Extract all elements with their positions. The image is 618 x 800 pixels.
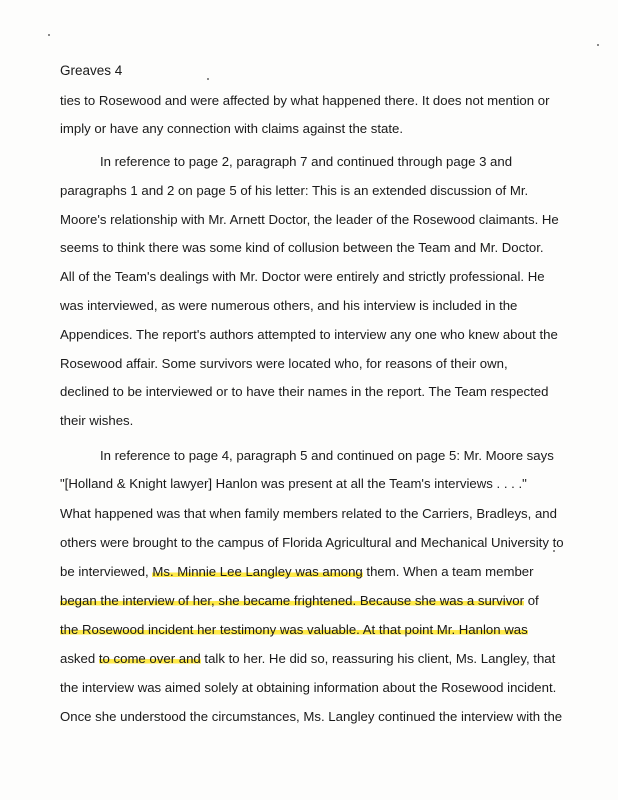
text-segment: talk to her. He did so, reassuring his client, Ms. Langley, that (200, 651, 556, 666)
text-line (60, 651, 555, 667)
highlighted-text: to come over and (98, 651, 201, 666)
text-line: Rosewood affair. Some survivors were located who, for reasons of their own, (60, 356, 508, 371)
text-line: the interview was aimed solely at obtaining information about the Rosewood incident. (60, 680, 557, 695)
text-line: What happened was that when family members related to the Carriers, Bradleys, and (60, 506, 557, 521)
highlighted-text: the Rosewood incident her testimony was valuable. At that point Mr. Hanlon was (60, 622, 528, 637)
scan-speck (207, 78, 209, 80)
text-line: seems to think there was some kind of collusion between the Team and Mr. Doctor. (60, 240, 544, 255)
text-line: Appendices. The report's authors attempted to interview any one who knew about the (60, 327, 558, 342)
page-header: Greaves 4 (60, 63, 123, 78)
text-segment: them. When a team member (362, 564, 534, 579)
text-line (60, 622, 528, 638)
text-line (60, 564, 534, 580)
text-line: ties to Rosewood and were affected by what happened there. It does not mention or (60, 93, 550, 108)
text-line: Moore's relationship with Mr. Arnett Doctor, the leader of the Rosewood claimants. He (60, 212, 559, 227)
text-line (60, 593, 539, 609)
text-line: was interviewed, as were numerous others, and his interview is included in the (60, 298, 518, 313)
text-segment: of (524, 593, 539, 608)
text-segment: be interviewed, (60, 564, 153, 579)
text-line: declined to be interviewed or to have their names in the report. The Team respected (60, 384, 549, 399)
scan-speck (597, 44, 599, 46)
highlighted-text: began the interview of her, she became frightened. Because she was a survivor (60, 593, 525, 608)
text-line: Once she understood the circumstances, Ms. Langley continued the interview with the (60, 709, 563, 724)
text-segment: asked (60, 651, 99, 666)
text-line: imply or have any connection with claims against the state. (60, 121, 404, 136)
text-line: others were brought to the campus of Florida Agricultural and Mechanical University to (60, 535, 564, 550)
highlighted-text: Ms. Minnie Lee Langley was among (152, 564, 363, 579)
text-line: All of the Team's dealings with Mr. Doctor were entirely and strictly professional. He (60, 269, 545, 284)
text-line: "[Holland & Knight lawyer] Hanlon was present at all the Team's interviews . . . ." (60, 476, 527, 491)
text-line: paragraphs 1 and 2 on page 5 of his letter: This is an extended discussion of Mr. (60, 183, 529, 198)
text-line: their wishes. (60, 413, 134, 428)
paragraph-start-line: In reference to page 4, paragraph 5 and continued on page 5: Mr. Moore says (100, 448, 554, 463)
scan-speck (48, 34, 50, 36)
paragraph-start-line: In reference to page 2, paragraph 7 and continued through page 3 and (100, 154, 513, 169)
